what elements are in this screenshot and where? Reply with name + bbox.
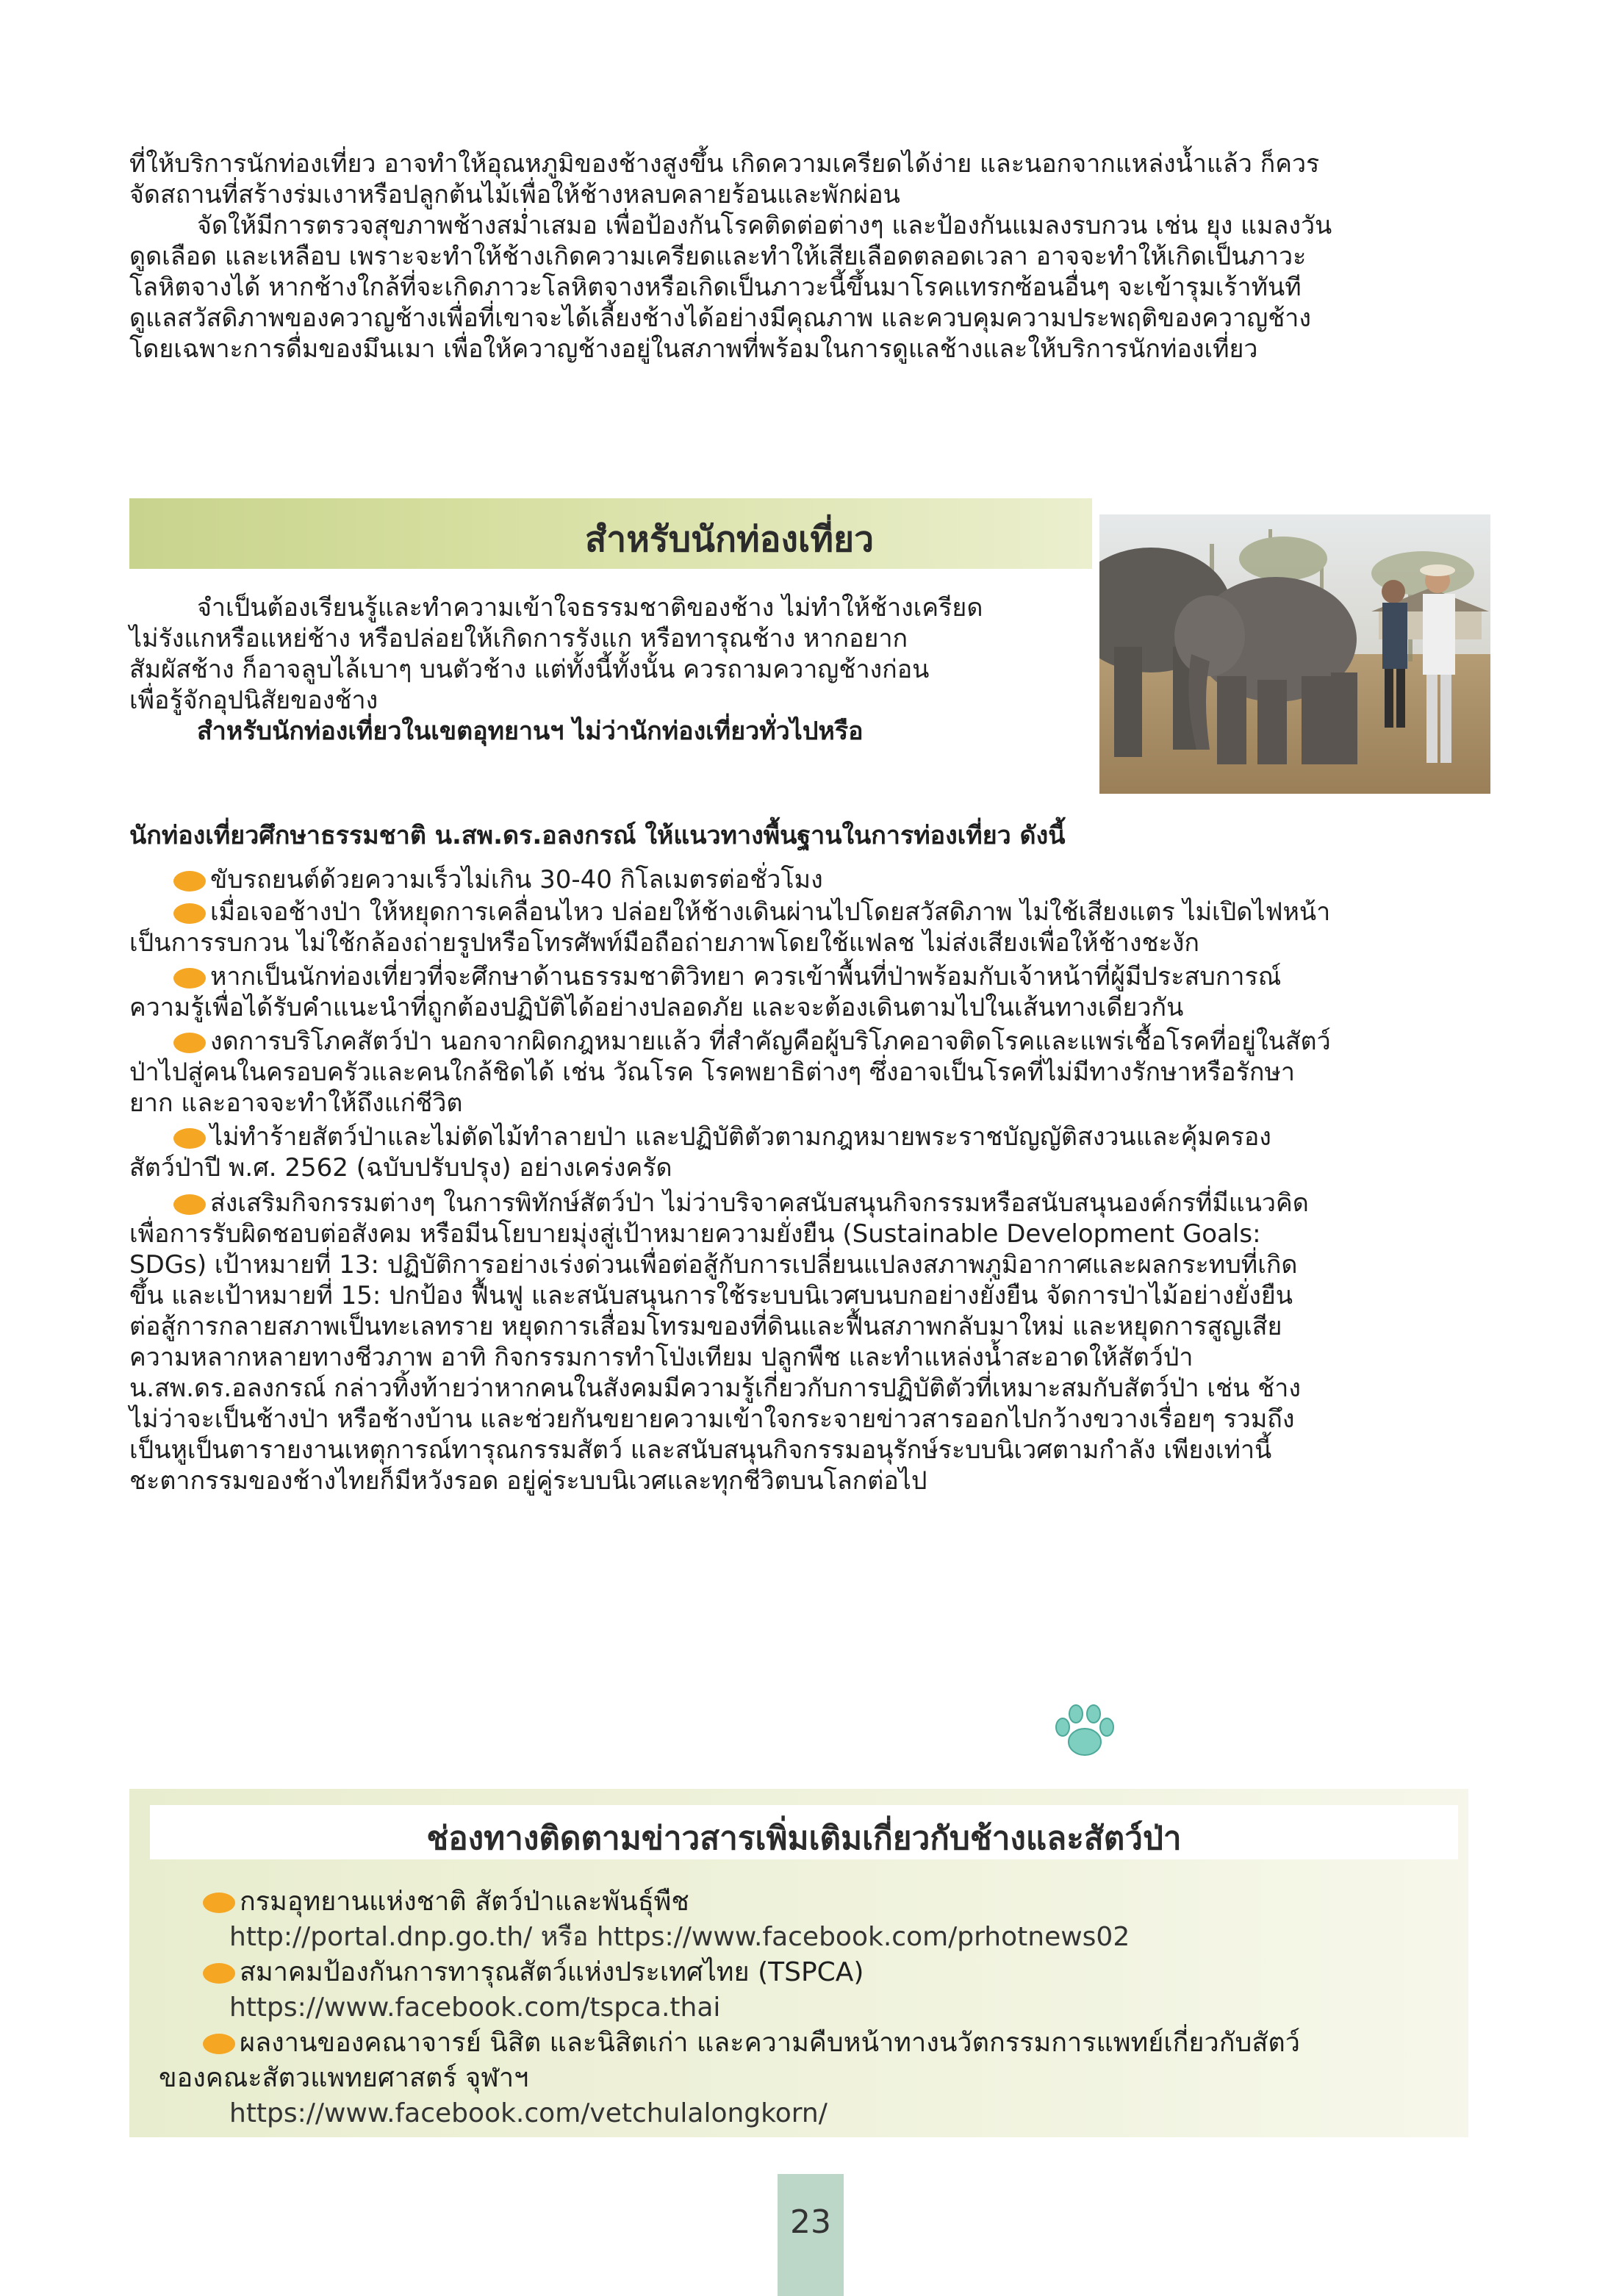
list-item	[129, 1188, 1482, 1219]
text-line: จัดให้มีการตรวจสุขภาพช้างสม่ำเสมอ เพื่อป้องกันโรคติดต่อต่างๆ และป้องกันแมลงรบกวน เช่น ยุง แมลงวัน	[197, 211, 1332, 240]
guideline-list	[129, 864, 1482, 1496]
text-line: เป็นการรบกวน ไม่ใช้กล้องถ่ายรูปหรือโทรศัพท์มือถือถ่ายภาพโดยใช้แฟลช ไม่ส่งเสียงเพื่อให้ช้างชะงัก	[129, 928, 1199, 958]
list-item	[129, 897, 1482, 928]
intro-text	[129, 148, 1482, 365]
tourist-guidance-lead	[129, 820, 1482, 851]
text-line: ความหลากหลายทางชีวภาพ อาทิ กิจกรรมการทำโป่งเทียม ปลูกพืช และทำแหล่งน้ำสะอาดให้สัตว์ป่า	[129, 1343, 1194, 1372]
text-line: จัดสถานที่สร้างร่มเงาหรือปลูกต้นไม้เพื่อให้ช้างหลบคลายร้อนและพักผ่อน	[129, 180, 900, 209]
text-line: ไม่ว่าจะเป็นช้างป่า หรือช้างบ้าน และช่วยกันขยายความเข้าใจกระจายข่าวสารออกไปกว้างขวางเรื่อยๆ รวมถึง	[129, 1404, 1295, 1434]
text-line: SDGs) เป้าหมายที่ 13: ปฏิบัติการอย่างเร่งด่วนเพื่อต่อสู้กับการเปลี่ยนแปลงสภาพภูมิอากาศและผลกระทบที่เกิด	[129, 1250, 1298, 1280]
bullet-dot-icon	[203, 2034, 235, 2054]
contact-link[interactable]: https://www.facebook.com/prhotnews02	[596, 1922, 1130, 1952]
bullet-dot-icon	[173, 871, 206, 892]
text-line: เป็นหูเป็นตารายงานเหตุการณ์ทารุณกรรมสัตว์ และสนับสนุนกิจกรรมอนุรักษ์ระบบนิเวศตามกำลัง เพียงเท่านี้	[129, 1435, 1272, 1465]
contact-org-name: สมาคมป้องกันการทารุณสัตว์แห่งประเทศไทย (TSPCA)	[240, 1957, 864, 1987]
page-number-tab	[778, 2174, 844, 2296]
list-item	[129, 1122, 1482, 1152]
text-line: ชะตากรรมของช้างไทยก็มีหวังรอด อยู่คู่ระบบนิเวศและทุกชีวิตบนโลกต่อไป	[129, 1466, 927, 1496]
contact-item	[129, 1884, 1468, 1920]
text-line: โดยเฉพาะการดื่มของมึนเมา เพื่อให้ควาญช้างอยู่ในสภาพที่พร้อมในการดูแลช้างและให้บริการนักท่องเที่ยว	[129, 334, 1258, 364]
contact-header	[150, 1805, 1458, 1859]
list-item-text: ไม่ทำร้ายสัตว์ป่าและไม่ตัดไม้ทำลายป่า และปฏิบัติตัวตามกฎหมายพระราชบัญญัติสงวนและคุ้มครอง	[210, 1122, 1271, 1152]
text-line: น.สพ.ดร.อลงกรณ์ กล่าวทิ้งท้ายว่าหากคนในสังคมมีความรู้เกี่ยวกับการปฏิบัติตัวที่เหมาะสมกับสัตว์ป่า เช่น ช้าง	[129, 1374, 1301, 1403]
text-line: ดูดเลือด และเหลือบ เพราะจะทำให้ช้างเกิดความเครียดและทำให้เสียเลือดตลอดเวลา อาจจะทำให้เกิดเป็นภาวะ	[129, 242, 1307, 271]
text-line: จำเป็นต้องเรียนรู้และทำความเข้าใจธรรมชาติของช้าง ไม่ทำให้ช้างเครียด	[197, 593, 983, 623]
page-number: 23	[790, 2203, 831, 2241]
contact-org-name: กรมอุทยานแห่งชาติ สัตว์ป่าและพันธุ์พืช	[240, 1887, 689, 1917]
bullet-dot-icon	[203, 1963, 235, 1984]
elephant-photo	[1099, 514, 1490, 794]
contact-list	[129, 1884, 1468, 2131]
contact-item	[129, 2026, 1468, 2061]
list-item	[129, 1026, 1482, 1057]
text-line: ต่อสู้การกลายสภาพเป็นทะเลทราย หยุดการเสื่อมโทรมของที่ดินและฟื้นสภาพกลับมาใหม่ และหยุดการสูญเสีย	[129, 1312, 1282, 1341]
list-item-text: เมื่อเจอช้างป่า ให้หยุดการเคลื่อนไหว ปล่อยให้ช้างเดินผ่านไปโดยสวัสดิภาพ ไม่ใช้เสียงแตร ไม่เปิดไฟหน้า	[210, 897, 1331, 927]
contact-box	[129, 1789, 1468, 2137]
list-item	[129, 864, 1482, 895]
bullet-dot-icon	[173, 968, 206, 989]
text-line: นักท่องเที่ยวศึกษาธรรมชาติ น.สพ.ดร.อลงกรณ์ ให้แนวทางพื้นฐานในการท่องเที่ยว ดังนี้	[129, 821, 1066, 850]
paw-print-icon	[1049, 1702, 1120, 1761]
bullet-dot-icon	[173, 903, 206, 924]
text-line: ขึ้น และเป้าหมายที่ 15: ปกป้อง ฟื้นฟู และสนับสนุนการใช้ระบบนิเวศบนบกอย่างยั่งยืน จัดการป่าไม้อย่างยั่งยืน	[129, 1281, 1293, 1310]
bullet-dot-icon	[173, 1194, 206, 1215]
bullet-dot-icon	[203, 1893, 235, 1913]
text-line: เพื่อการรับผิดชอบต่อสังคม หรือมีนโยบายมุ่งสู่เป้าหมายความยั่งยืน (Sustainable Development Goals:	[129, 1219, 1261, 1249]
contact-link[interactable]: http://portal.dnp.go.th/	[229, 1922, 533, 1952]
section-banner	[129, 498, 1092, 569]
text-line: สัตว์ป่าปี พ.ศ. 2562 (ฉบับปรับปรุง) อย่างเคร่งครัด	[129, 1153, 672, 1183]
text-line: ที่ให้บริการนักท่องเที่ยว อาจทำให้อุณหภูมิของช้างสูงขึ้น เกิดความเครียดได้ง่าย และนอกจากแหล่งน้ำแล้ว ก็ควร	[129, 149, 1320, 179]
list-item	[129, 961, 1482, 992]
text-line: ป่าไปสู่คนในครอบครัวและคนใกล้ชิดได้ เช่น วัณโรค โรคพยาธิต่างๆ ซึ่งอาจเป็นโรคที่ไม่มีทางรักษาหรือรักษา	[129, 1058, 1296, 1087]
list-item-text: ขับรถยนต์ด้วยความเร็วไม่เกิน 30-40 กิโลเมตรต่อชั่วโมง	[210, 865, 823, 894]
bullet-dot-icon	[173, 1033, 206, 1053]
bullet-dot-icon	[173, 1128, 206, 1149]
text-line: ดูแลสวัสดิภาพของควาญช้างเพื่อที่เขาจะได้เลี้ยงช้างได้อย่างมีคุณภาพ และควบคุมความประพฤติของควาญช้าง	[129, 304, 1311, 333]
contact-org-name-cont: ของคณะสัตวแพทยศาสตร์ จุฬาฯ	[159, 2063, 529, 2093]
list-item-text: ส่งเสริมกิจกรรมต่างๆ ในการพิทักษ์สัตว์ป่า ไม่ว่าบริจาคสนับสนุนกิจกรรมหรือสนับสนุนองค์กรที่มีแนวคิด	[210, 1188, 1309, 1218]
section-title: สำหรับนักท่องเที่ยว	[585, 519, 875, 560]
contact-org-name: ผลงานของคณาจารย์ นิสิต และนิสิตเก่า และความคืบหน้าทางนวัตกรรมการแพทย์เกี่ยวกับสัตว์	[240, 2028, 1300, 2058]
contact-link[interactable]: https://www.facebook.com/tspca.thai	[229, 1992, 721, 2023]
contact-title: ช่องทางติดตามข่าวสารเพิ่มเติมเกี่ยวกับช้างและสัตว์ป่า	[426, 1820, 1182, 1857]
list-item-text: งดการบริโภคสัตว์ป่า นอกจากผิดกฎหมายแล้ว ที่สำคัญคือผู้บริโภคอาจติดโรคและแพร่เชื้อโรคที่อยู่ในสัตว์	[210, 1027, 1331, 1056]
text-line: สำหรับนักท่องเที่ยวในเขตอุทยานฯ ไม่ว่านักท่องเที่ยวทั่วไปหรือ	[197, 717, 864, 746]
contact-link[interactable]: https://www.facebook.com/vetchulalongkorn/	[229, 2098, 828, 2128]
text-line: โลหิตจางได้ หากช้างใกล้ที่จะเกิดภาวะโลหิตจางหรือเกิดเป็นภาวะนี้ขึ้นมาโรคแทรกซ้อนอื่นๆ จะเข้ารุมเร้าทันที	[129, 273, 1302, 302]
contact-links	[129, 1920, 1468, 1955]
text-line: เพื่อรู้จักอุปนิสัยของช้าง	[129, 686, 378, 715]
text-line: ยาก และอาจจะทำให้ถึงแก่ชีวิต	[129, 1088, 463, 1118]
text-line: ไม่รังแกหรือแหย่ช้าง หรือปล่อยให้เกิดการรังแก หรือทารุณช้าง หากอยาก	[129, 624, 908, 653]
tourist-guidance-text	[129, 592, 1085, 747]
or-text: หรือ	[540, 1922, 589, 1952]
text-line: สัมผัสช้าง ก็อาจลูบไล้เบาๆ บนตัวช้าง แต่ทั้งนี้ทั้งนั้น ควรถามควาญช้างก่อน	[129, 655, 930, 684]
text-line: ความรู้เพื่อได้รับคำแนะนำที่ถูกต้องปฏิบัติได้อย่างปลอดภัย และจะต้องเดินตามไปในเส้นทางเดียวกัน	[129, 993, 1184, 1022]
list-item-text: หากเป็นนักท่องเที่ยวที่จะศึกษาด้านธรรมชาติวิทยา ควรเข้าพื้นที่ป่าพร้อมกับเจ้าหน้าที่ผู้มีประสบการณ์	[210, 962, 1282, 991]
contact-item	[129, 1955, 1468, 1990]
elephant-illustration	[1099, 514, 1490, 794]
